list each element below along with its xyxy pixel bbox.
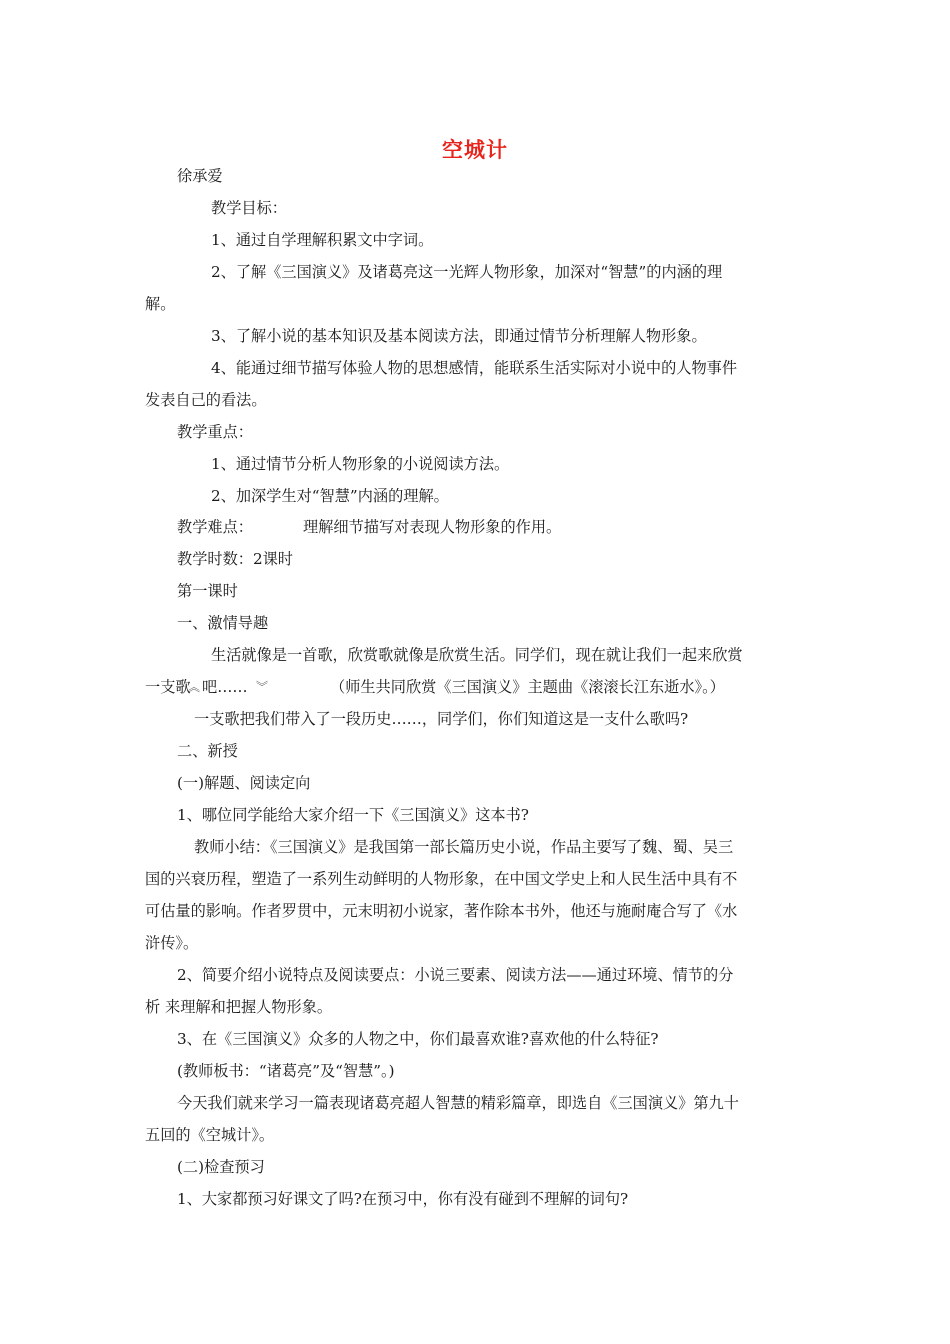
difficulty-text: 理解细节描写对表现人物形象的作用。: [303, 518, 562, 536]
key-2: 2、加深学生对“智慧”内涵的理解。: [211, 487, 449, 505]
song-question: 一支歌把我们带入了一段历史……，同学们，你们知道这是一支什么歌吗?: [194, 710, 689, 728]
subsection-2: (二)检查预习: [177, 1158, 265, 1176]
goal-4: 4、能通过细节描写体验人物的思想感情，能联系生活实际对小说中的人物事件: [211, 359, 738, 377]
intro-para: 生活就像是一首歌，欣赏歌就像是欣赏生活。同学们，现在就让我们一起来欣赏: [211, 646, 743, 664]
question-2-cont: 析 来理解和把握人物形象。: [145, 998, 333, 1016]
lesson-intro-cont: 五回的《空城计》。: [145, 1126, 275, 1144]
goal-3: 3、了解小说的基本知识及基本阅读方法，即通过情节分析理解人物形象。: [211, 327, 707, 345]
teacher-summary-4: 浒传》。: [145, 934, 199, 952]
intro-para-cont-a: 一支歌: [145, 678, 191, 696]
hours: 教学时数：2课时: [177, 550, 293, 568]
song-open-icon: ︽: [188, 680, 201, 694]
teacher-summary-3: 可估量的影响。作者罗贯中，元末明初小说家，著作除本书外，他还与施耐庵合写了《水: [145, 902, 738, 920]
doc-title: 空城计: [442, 138, 508, 162]
goal-4-cont: 发表自己的看法。: [145, 391, 267, 409]
song-close-icon: ︾: [256, 680, 269, 694]
teacher-summary-2: 国的兴衰历程，塑造了一系列生动鲜明的人物形象，在中国文学史上和人民生活中具有不: [145, 870, 738, 888]
question-4: 1、大家都预习好课文了吗?在预习中，你有没有碰到不理解的词句?: [177, 1190, 629, 1208]
section-1: 一、激情导趣: [177, 614, 269, 632]
teacher-summary: 教师小结：《三国演义》是我国第一部长篇历史小说，作品主要写了魏、蜀、吴三: [194, 838, 734, 856]
intro-para-cont-b: 吧……: [202, 678, 248, 696]
lesson-intro: 今天我们就来学习一篇表现诸葛亮超人智慧的精彩篇章，即选自《三国演义》第九十: [177, 1094, 739, 1112]
goal-heading: 教学目标：: [211, 199, 287, 217]
goal-1: 1、通过自学理解积累文中字词。: [211, 231, 434, 249]
goal-2: 2、了解《三国演义》及诸葛亮这一光辉人物形象，加深对“智慧”的内涵的理: [211, 263, 723, 281]
key-1: 1、通过情节分析人物形象的小说阅读方法。: [211, 455, 510, 473]
author: 徐承爱: [177, 167, 223, 185]
lesson-1: 第一课时: [177, 582, 238, 600]
question-3: 3、在《三国演义》众多的人物之中，你们最喜欢谁?喜欢他的什么特征?: [177, 1030, 659, 1048]
key-heading: 教学重点：: [177, 423, 253, 441]
section-2: 二、新授: [177, 742, 238, 760]
difficulty-label: 教学难点：: [177, 518, 253, 536]
question-2: 2、简要介绍小说特点及阅读要点：小说三要素、阅读方法——通过环境、情节的分: [177, 966, 734, 984]
subsection-1: (一)解题、阅读定向: [177, 774, 311, 792]
board-note: (教师板书：“诸葛亮”及“智慧”。): [177, 1062, 395, 1080]
goal-2-cont: 解。: [145, 295, 176, 313]
question-1: 1、哪位同学能给大家介绍一下《三国演义》这本书?: [177, 806, 529, 824]
intro-para-cont-c: （师生共同欣赏《三国演义》主题曲《滚滚长江东逝水》。）: [330, 678, 725, 696]
